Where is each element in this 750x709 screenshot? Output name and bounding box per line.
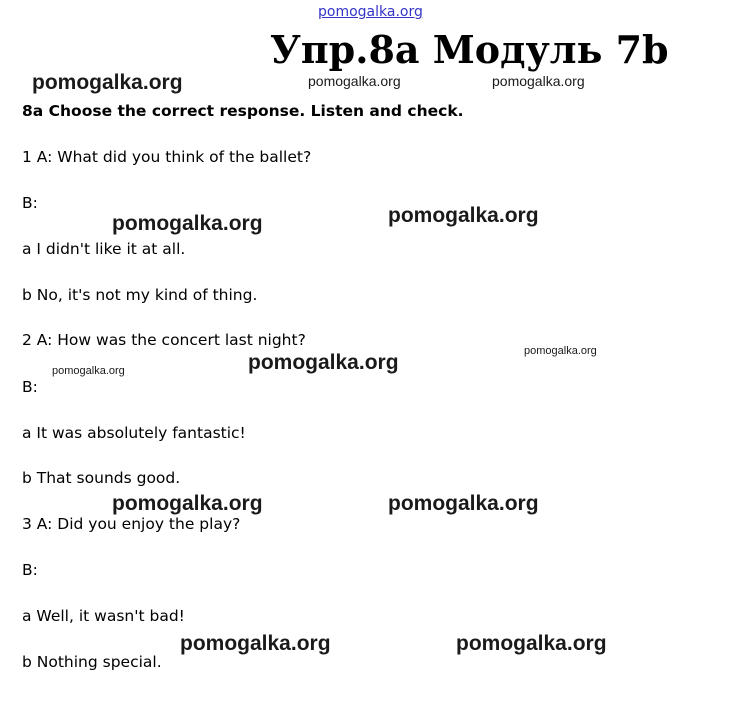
answer-prompt-2: B: (22, 378, 38, 396)
answer-prompt-1: B: (22, 194, 38, 212)
watermark: pomogalka.org (524, 345, 597, 357)
watermark: pomogalka.org (388, 204, 539, 227)
site-link[interactable]: pomogalka.org (318, 4, 423, 20)
question-3: 3 A: Did you enjoy the play? (22, 515, 241, 533)
watermark: pomogalka.org (248, 351, 399, 374)
option-1b: b No, it's not my kind of thing. (22, 286, 258, 304)
question-2: 2 A: How was the concert last night? (22, 331, 306, 349)
watermark: pomogalka.org (308, 73, 401, 89)
watermark: pomogalka.org (388, 492, 539, 515)
answer-prompt-3: B: (22, 561, 38, 579)
watermark: pomogalka.org (112, 212, 263, 235)
watermark: pomogalka.org (52, 365, 125, 377)
watermark: pomogalka.org (32, 71, 183, 94)
watermark: pomogalka.org (180, 632, 331, 655)
watermark: pomogalka.org (112, 492, 263, 515)
exercise-heading: 8a Choose the correct response. Listen and check. (22, 102, 464, 120)
question-1: 1 A: What did you think of the ballet? (22, 148, 312, 166)
option-3b: b Nothing special. (22, 653, 162, 671)
watermark: pomogalka.org (456, 632, 607, 655)
watermark: pomogalka.org (492, 73, 585, 89)
option-2b: b That sounds good. (22, 469, 181, 487)
option-1a: a I didn't like it at all. (22, 240, 186, 258)
page-title: Упр.8a Модуль 7b (270, 27, 669, 72)
option-3a: a Well, it wasn't bad! (22, 607, 185, 625)
option-2a: a It was absolutely fantastic! (22, 424, 246, 442)
